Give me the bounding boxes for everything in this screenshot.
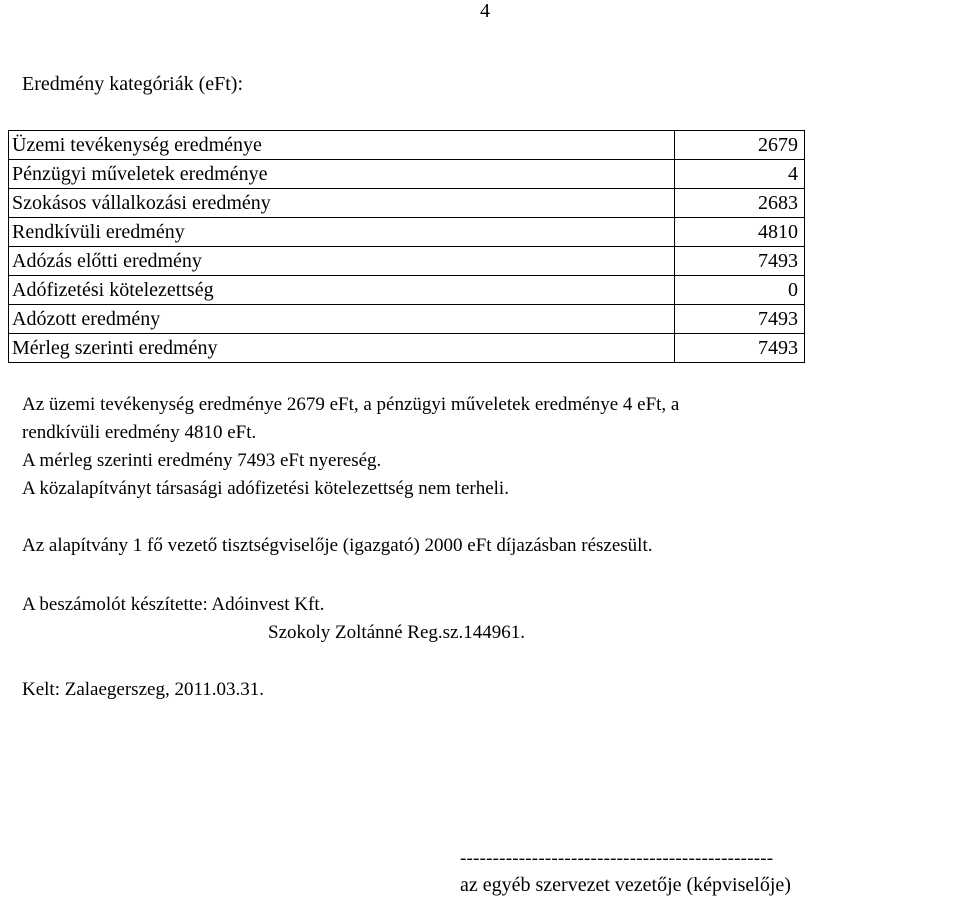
page-number: 4 <box>480 0 490 22</box>
table-row <box>9 160 805 189</box>
row-label: Üzemi tevékenység eredménye <box>9 131 675 160</box>
row-value: 2683 <box>675 189 805 218</box>
summary-line-2: rendkívüli eredmény 4810 eFt. <box>22 422 257 443</box>
summary-line-3: A mérleg szerinti eredmény 7493 eFt nyereség. <box>22 450 382 471</box>
remuneration-statement: Az alapítvány 1 fő vezető tisztségviselője (igazgató) 2000 eFt díjazásban részesült. <box>22 535 653 556</box>
row-label: Adózás előtti eredmény <box>9 247 675 276</box>
row-label: Rendkívüli eredmény <box>9 218 675 247</box>
row-label: Szokásos vállalkozási eredmény <box>9 189 675 218</box>
table-row <box>9 334 805 363</box>
row-value: 7493 <box>675 247 805 276</box>
table-row <box>9 276 805 305</box>
row-label: Pénzügyi műveletek eredménye <box>9 160 675 189</box>
preparer-name: Szokoly Zoltánné Reg.sz.144961. <box>268 622 525 643</box>
row-label: Adófizetési kötelezettség <box>9 276 675 305</box>
row-value: 0 <box>675 276 805 305</box>
row-value: 4810 <box>675 218 805 247</box>
row-value: 2679 <box>675 131 805 160</box>
signature-caption: az egyéb szervezet vezetője (képviselője) <box>460 874 791 896</box>
section-heading: Eredmény kategóriák (eFt): <box>22 73 244 95</box>
table-row <box>9 247 805 276</box>
table-row <box>9 131 805 160</box>
table-row <box>9 218 805 247</box>
summary-line-1: Az üzemi tevékenység eredménye 2679 eFt, a pénzügyi műveletek eredménye 4 eFt, a <box>22 394 680 415</box>
row-label: Mérleg szerinti eredmény <box>9 334 675 363</box>
signature-line: ------------------------------------------------ <box>460 848 774 869</box>
table-row <box>9 305 805 334</box>
summary-line-4: A közalapítványt társasági adófizetési kötelezettség nem terheli. <box>22 478 509 499</box>
prepared-by: A beszámolót készítette: Adóinvest Kft. <box>22 594 325 615</box>
row-value: 4 <box>675 160 805 189</box>
results-table <box>8 130 805 363</box>
place-date: Kelt: Zalaegerszeg, 2011.03.31. <box>22 679 264 700</box>
row-value: 7493 <box>675 334 805 363</box>
row-value: 7493 <box>675 305 805 334</box>
table-row <box>9 189 805 218</box>
row-label: Adózott eredmény <box>9 305 675 334</box>
